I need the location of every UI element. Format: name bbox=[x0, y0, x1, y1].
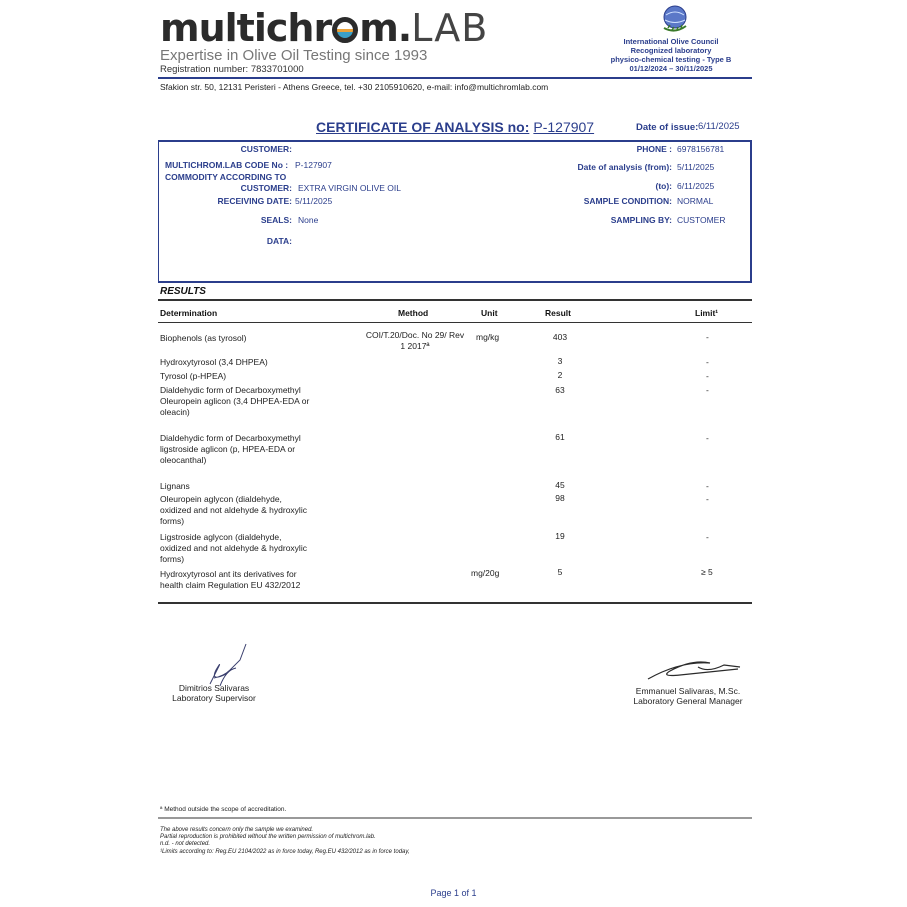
table-row-determination: Lignans bbox=[160, 481, 190, 491]
table-row-determination: Tyrosol (p-HPEA) bbox=[160, 371, 227, 381]
footer-note-1: The above results concern only the sample we examined. bbox=[160, 827, 314, 833]
table-row-determination: Dialdehydic form of Decarboxymethyl Oleuropein aglicon (3,4 DHPEA-EDA or oleacin) bbox=[160, 385, 310, 417]
table-row-result: 63 bbox=[555, 385, 565, 395]
ioc-line-3: physico-chemical testing - Type B bbox=[610, 55, 732, 64]
manager-name: Emmanuel Salivaras, M.Sc. bbox=[635, 686, 741, 696]
results-title: RESULTS bbox=[160, 286, 206, 297]
commodity-label-2: CUSTOMER: bbox=[240, 183, 292, 193]
ioc-emblem-icon bbox=[660, 4, 690, 36]
lab-code-value: P-127907 bbox=[295, 160, 332, 170]
table-row-limit: - bbox=[706, 385, 709, 395]
table-row-result: 61 bbox=[555, 432, 565, 442]
manager-signature bbox=[640, 655, 750, 685]
results-top-rule bbox=[158, 299, 752, 301]
results-bottom-rule bbox=[158, 602, 752, 604]
table-row-determination: Ligstroside aglycon (dialdehyde, oxidized and not aldehyde & hydroxylic forms) bbox=[160, 532, 307, 564]
sampling-by-label: SAMPLING BY: bbox=[610, 215, 672, 225]
page-number: Page 1 of 1 bbox=[430, 888, 477, 898]
commodity-value: EXTRA VIRGIN OLIVE OIL bbox=[298, 183, 401, 193]
certificate-title bbox=[316, 119, 594, 135]
analysis-to-label: (to): bbox=[655, 181, 672, 191]
footer-note-4: ¹Limits according to: Reg.EU 2104/2022 as in force today, Reg.EU 432/2012 as in force today, bbox=[160, 849, 410, 855]
lab-tagline: Expertise in Olive Oil Testing since 1993 bbox=[160, 47, 428, 64]
table-row-limit: - bbox=[706, 357, 709, 367]
table-row-determination: Hydroxytyrosol (3,4 DHPEA) bbox=[160, 357, 268, 367]
col-header-limit: Limit¹ bbox=[695, 308, 719, 318]
manager-role: Laboratory General Manager bbox=[633, 696, 743, 706]
supervisor-role: Laboratory Supervisor bbox=[172, 693, 256, 703]
data-label: DATA: bbox=[266, 236, 292, 246]
lab-logo bbox=[160, 4, 488, 52]
logo-text-lab: LAB bbox=[411, 6, 489, 50]
table-row-determination: Oleuropein aglycon (dialdehyde, oxidized and not aldehyde & hydroxylic forms) bbox=[160, 494, 307, 526]
logo-flask-icon bbox=[332, 17, 358, 43]
table-row-result: 45 bbox=[555, 480, 565, 490]
table-row-result: 3 bbox=[557, 356, 563, 366]
sample-condition-label: SAMPLE CONDITION: bbox=[583, 196, 672, 206]
table-row-determination: Biophenols (as tyrosol) bbox=[160, 333, 247, 343]
lab-code-label: MULTICHROM.LAB CODE No : bbox=[165, 160, 289, 170]
sample-condition-value: NORMAL bbox=[677, 196, 714, 206]
receiving-date-value: 5/11/2025 bbox=[295, 196, 333, 206]
table-row-result: 2 bbox=[557, 370, 563, 380]
logo-text-main: multichr bbox=[160, 6, 332, 50]
receiving-date-label: RECEIVING DATE: bbox=[217, 196, 292, 206]
table-row-result: 5 bbox=[557, 567, 563, 577]
table-row-unit: mg/kg bbox=[476, 332, 500, 342]
table-row-method: COI/T.20/Doc. No 29/ Rev 1 2017ª bbox=[365, 330, 465, 351]
table-row-limit: - bbox=[706, 532, 709, 542]
table-row-determination: Dialdehydic form of Decarboxymethyl ligstroside aglicon (p, HPEA-EDA or oleocanthal) bbox=[160, 433, 301, 465]
table-row-limit: - bbox=[706, 332, 709, 342]
analysis-from-label: Date of analysis (from): bbox=[577, 162, 672, 172]
header-bottom-rule bbox=[158, 322, 752, 323]
table-row-result: 403 bbox=[552, 332, 568, 342]
table-row-limit: - bbox=[706, 481, 709, 491]
table-row-unit: mg/20g bbox=[471, 568, 500, 578]
ioc-line-4: 01/12/2024 – 30/11/2025 bbox=[629, 64, 713, 73]
phone-label: PHONE : bbox=[636, 144, 672, 154]
certificate-number: P-127907 bbox=[533, 119, 595, 135]
commodity-label-1: COMMODITY ACCORDING TO bbox=[165, 172, 287, 182]
accreditation-note: ª Method outside the scope of accreditation. bbox=[160, 806, 287, 813]
registration-number: Registration number: 7833701000 bbox=[160, 64, 304, 75]
issue-date-label: Date of issue: bbox=[636, 122, 699, 133]
footer-note-2: Partial reproduction is prohibited without the written permission of multichrom.lab. bbox=[160, 834, 376, 840]
phone-value: 6978156781 bbox=[677, 144, 725, 154]
footer-note-3: n.d. - not detected. bbox=[160, 841, 211, 847]
col-header-result: Result bbox=[545, 308, 571, 318]
issue-date-value: 6/11/2025 bbox=[698, 121, 740, 132]
lab-address: Sfakion str. 50, 12131 Peristeri - Athens Greece, tel. +30 2105910620, e-mail: info@multichromlab.com bbox=[160, 82, 549, 92]
table-row-limit: ≥ 5 bbox=[701, 567, 713, 577]
ioc-line-1: International Olive Council bbox=[623, 37, 719, 46]
col-header-unit: Unit bbox=[481, 308, 498, 318]
analysis-from-value: 5/11/2025 bbox=[677, 162, 715, 172]
table-row-limit: - bbox=[706, 433, 709, 443]
table-row-limit: - bbox=[706, 494, 709, 504]
footer-rule bbox=[158, 817, 752, 819]
table-row-result: 19 bbox=[555, 531, 565, 541]
table-row-limit: - bbox=[706, 371, 709, 381]
col-header-method: Method bbox=[398, 308, 429, 318]
sampling-by-value: CUSTOMER bbox=[677, 215, 726, 225]
logo-text-mid: m. bbox=[359, 6, 412, 50]
seals-label: SEALS: bbox=[260, 215, 292, 225]
certificate-title-text: CERTIFICATE OF ANALYSIS no: bbox=[316, 119, 530, 135]
table-row-result: 98 bbox=[555, 493, 565, 503]
col-header-determination: Determination bbox=[160, 308, 218, 318]
table-row-determination: Hydroxytyrosol ant its derivatives for health claim Regulation EU 432/2012 bbox=[160, 569, 301, 590]
ioc-line-2: Recognized laboratory bbox=[630, 46, 712, 55]
seals-value: None bbox=[298, 215, 319, 225]
supervisor-name: Dimitrios Salivaras bbox=[178, 683, 250, 693]
header-divider bbox=[158, 77, 752, 79]
analysis-to-value: 6/11/2025 bbox=[677, 181, 715, 191]
customer-label: CUSTOMER: bbox=[240, 144, 292, 154]
